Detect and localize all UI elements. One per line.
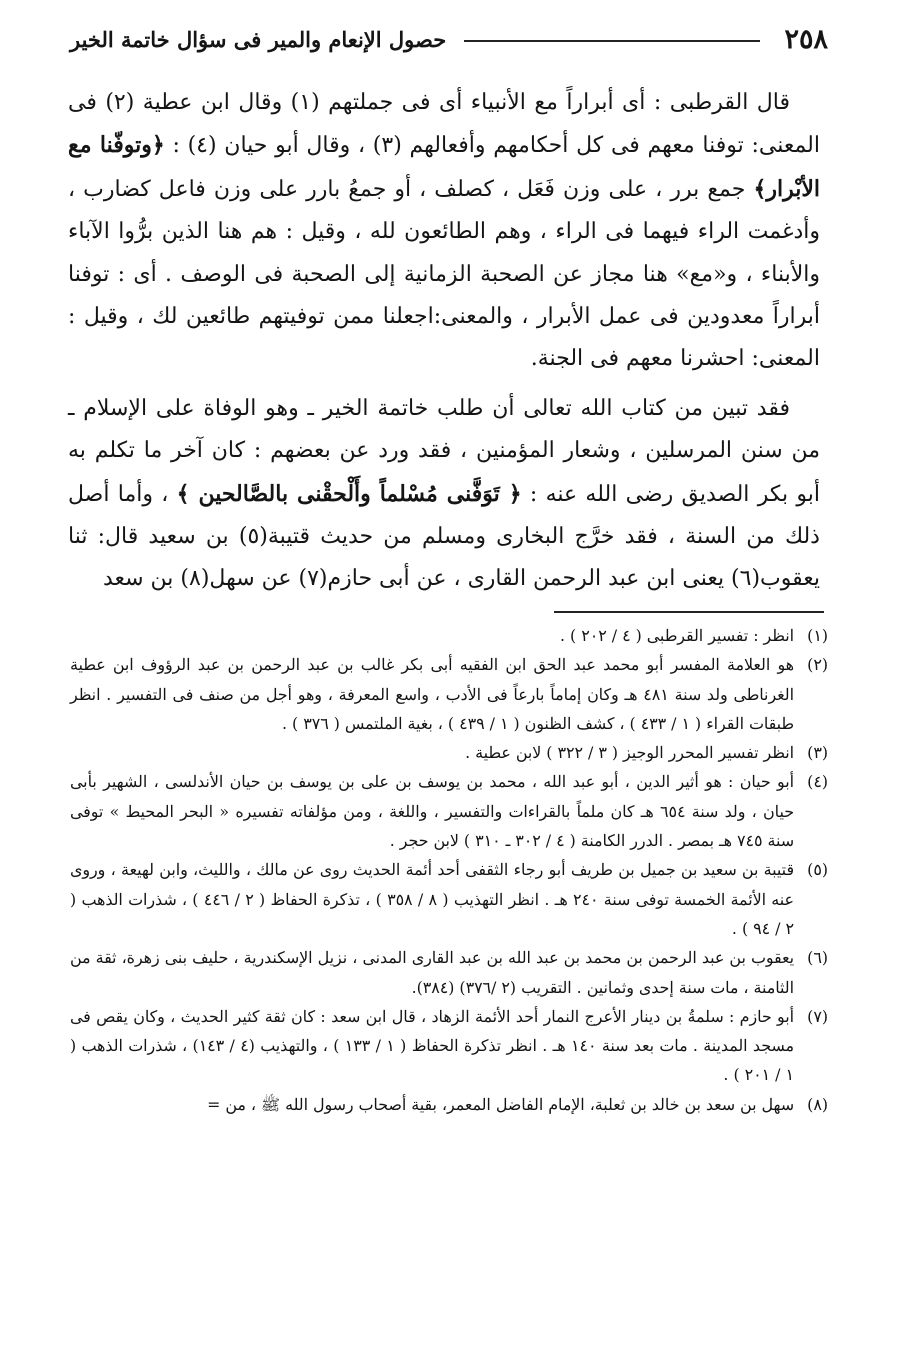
footnote-6 bbox=[70, 943, 828, 1002]
paragraph-text: جمع برر ، على وزن فَعَل ، كصلف ، أو جمعُ بارر على وزن فاعل كضارب ، وأدغمت الراء فيهما فى الراء ، وهم الطائعون لله ، وقيل : هم هنا الذين برُّوا الآباء والأبناء ، و«مع» هنا مجاز عن الصحبة الزمانية إلى الصحبة فى الوصف . أى : توفنا أبراراً معدودين فى عمل الأبرار ، والمعنى:اجعلنا ممن توفيتهم طائعين لك ، وقيل : المعنى: احشرنا معهم فى الجنة. bbox=[68, 176, 820, 372]
running-title: حصول الإنعام والمير فى سؤال خاتمة الخير bbox=[70, 26, 447, 52]
footnote-text: هو العلامة المفسر أبو محمد عبد الحق ابن الفقيه أبى بكر غالب بن عبد الرحمن بن عبد الرؤوف ابن عطية الغرناطى ولد سنة ٤٨١ هـ وكان إماماً بارعاً فى الأدب ، واسع المعرفة ، وهو أجل من صنف فى التفسير . انظر طبقات القراء ( ١ / ٤٣٣ ) ، كشف الظنون ( ١ / ٤٣٩ ) ، بغية الملتمس ( ٣٧٦ ) . bbox=[70, 655, 794, 733]
page-number: ٢٥٨ bbox=[784, 23, 828, 55]
footnote-number: (٧) bbox=[807, 1006, 828, 1026]
footnote-1 bbox=[70, 621, 828, 650]
page-header bbox=[70, 22, 828, 56]
footnote-text: سهل بن سعد بن خالد بن ثعلبة، الإمام الفاضل المعمر، بقية أصحاب رسول الله ﷺ ، من = bbox=[207, 1094, 794, 1114]
footnote-number: (٣) bbox=[807, 743, 828, 763]
footnote-number: (٢) bbox=[807, 655, 828, 675]
footnote-number: (٤) bbox=[807, 772, 828, 792]
footnote-number: (٥) bbox=[807, 860, 828, 880]
paragraph-text: ، وأما أصل ذلك من السنة ، فقد خرَّج البخارى ومسلم من حديث قتيبة(٥) بن سعيد قال: ثنا يعقوب(٦) يعنى ابن عبد الرحمن القارى ، عن أبى حازم(٧) عن سهل(٨) بن سعد bbox=[68, 481, 820, 592]
main-text bbox=[68, 82, 820, 601]
footnote-number: (٨) bbox=[807, 1094, 828, 1114]
footnote-number: (١) bbox=[807, 626, 828, 645]
paragraph bbox=[68, 388, 820, 601]
quran-verse: ﴿ تَوَفَّنى مُسْلماً وأَلْحقْنى بالصَّالحين ﴾ bbox=[176, 480, 522, 507]
header-rule bbox=[464, 40, 760, 42]
footnote-text: يعقوب بن عبد الرحمن بن محمد بن عبد الله بن عبد القارى المدنى ، نزيل الإسكندرية ، حليف بنى زهرة، ثقة من الثامنة ، مات سنة إحدى وثمانين . التقريب (٢ /٣٧٦) (٣٨٤). bbox=[70, 948, 794, 997]
paragraph bbox=[68, 82, 820, 381]
footnote-text: انظر تفسير المحرر الوجيز ( ٣ / ٣٢٢ ) لابن عطية . bbox=[465, 743, 794, 763]
footnote-3 bbox=[70, 738, 828, 767]
footnote-2 bbox=[70, 650, 828, 738]
paragraph-text: فقد تبين من كتاب الله تعالى أن طلب خاتمة الخير ـ وهو الوفاة على الإسلام ـ من سنن المرسلين ، وشعار المؤمنين ، فقد ورد عن بعضهم : كان آخر ما تكلم به أبو بكر الصديق رضى الله عنه : bbox=[68, 395, 820, 507]
paragraph-text: قال القرطبى : أى أبراراً مع الأنبياء أى فى جملتهم (١) وقال ابن عطية (٢) فى المعنى: توفنا معهم فى كل أحكامهم وأفعالهم (٣) ، وقال أبو حيان (٤) : bbox=[68, 90, 820, 159]
footnote-5 bbox=[70, 855, 828, 943]
footnote-text: قتيبة بن سعيد بن جميل بن طريف أبو رجاء الثقفى أحد أئمة الحديث روى عن مالك ، والليث، وابن لهيعة ، وروى عنه الأئمة الخمسة توفى سنة ٢٤٠ هـ . انظر التهذيب ( ٨ / ٣٥٨ ) ، تذكرة الحفاظ ( ٢ / ٤٤٦ ) ، شذرات الذهب ( ٢ / ٩٤ ) . bbox=[70, 860, 794, 938]
footnote-number: (٦) bbox=[807, 948, 828, 968]
footnote-separator bbox=[554, 611, 824, 613]
footnote-8 bbox=[70, 1090, 828, 1119]
footnote-text: أبو حازم : سلمةُ بن دينار الأعرج النمار أحد الأئمة الزهاد ، قال ابن سعد : كان ثقة كثير الحديث ، وكان يقص فى مسجد المدينة . مات بعد سنة ١٤٠ هـ . انظر تذكرة الحفاظ ( ١ / ١٣٣ ) ، والتهذيب (٤ / ١٤٣) ، شذرات الذهب ( ١ / ٢٠١ ) . bbox=[70, 1006, 794, 1085]
footnote-text: انظر : تفسير القرطبى ( ٤ / ٢٠٢ ) . bbox=[559, 626, 794, 645]
quran-verse: ﴿وتوفّنا مع الأبْرار﴾ bbox=[68, 132, 820, 202]
footnotes bbox=[70, 621, 828, 1119]
footnote-4 bbox=[70, 767, 828, 855]
footnote-text: أبو حيان : هو أثير الدين ، أبو عبد الله ، محمد بن يوسف بن على بن يوسف بن حيان الأندلسى ، الشهير بأبى حيان ، ولد سنة ٦٥٤ هـ كان ملماً بالقراءات والتفسير ، واللغة ، ومن مؤلفاته تفسيره « البحر المحيط » توفى سنة ٧٤٥ هـ بمصر . الدرر الكامنة ( ٤ / ٣٠٢ ـ ٣١٠ ) لابن حجر . bbox=[70, 772, 794, 851]
footnote-7 bbox=[70, 1002, 828, 1090]
